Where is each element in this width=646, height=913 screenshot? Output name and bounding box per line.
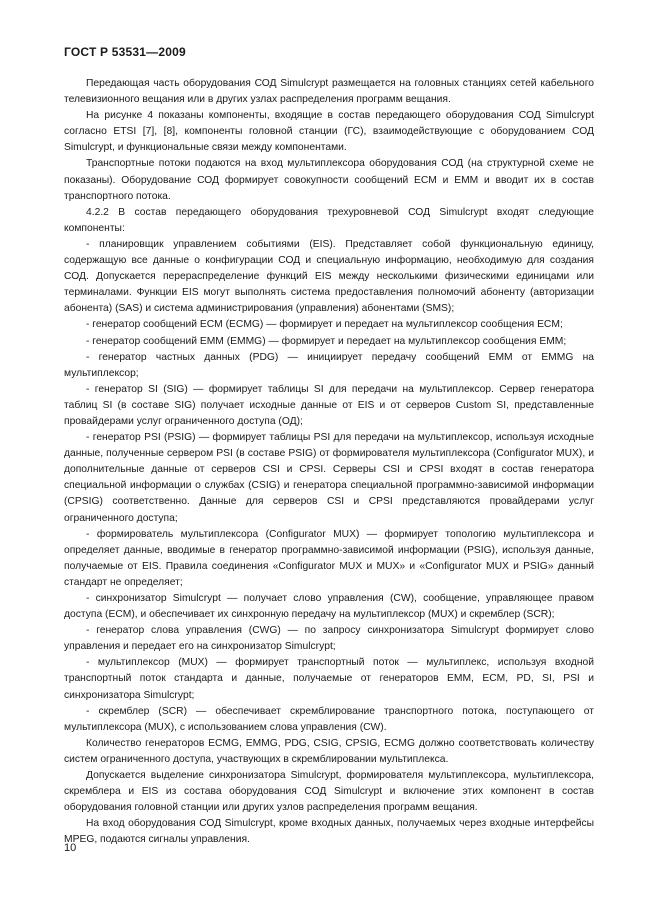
list-item-psig: - генератор PSI (PSIG) — формирует таблицы PSI для передачи на мультиплексор, используя исходные данные, полученные сервером PSI (в составе PSIG) от формирователя мультиплексора (Configurator MUX), и дополнительные данные от серверов CSI и CPSI. Серверы CSI и CPSI входят в состав генератора специальной информации о службах (CSIG) и генератора специальной программно-зависимой информации (CPSIG) соответственно. Данные для серверов CSI и CPSI представляются провайдерами услуг ограниченного доступа; [64, 432, 594, 524]
list-item-emmg: - генератор сообщений EMM (EMMG) — формирует и передает на мультиплексор сообщения EMM; [86, 335, 567, 347]
paragraph-clause-4-2-2: 4.2.2 В состав передающего оборудования трехуровневой СОД Simulcrypt входят следующие компоненты: [64, 206, 594, 234]
list-item-mux: - мультиплексор (MUX) — формирует транспортный поток — мультиплекс, используя входной транспортный поток стандарта и данные, получаемые от генераторов EMM, ECM, PD, SI, PSI и синхронизатора Simulcrypt; [64, 657, 594, 701]
paragraph-transport-streams: Транспортные потоки подаются на вход мультиплексора оборудования СОД (на структурной схеме не показаны). Оборудование СОД формирует совокупности сообщений ECM и EMM и вводит их в состав транспортного потока. [64, 158, 594, 202]
paragraph-generator-count: Количество генераторов ECMG, EMMG, PDG, CSIG, CPSIG, ECMG должно соответствовать количеству систем ограниченного доступа, участвующих в скремблировании мультиплекса. [64, 737, 594, 765]
list-item-cwg: - генератор слова управления (CWG) — по запросу синхронизатора Simulcrypt формирует слово управления и передает его на синхронизатор Simulcrypt; [64, 625, 594, 653]
list-item-configurator-mux: - формирователь мультиплексора (Configurator MUX) — формирует топологию мультиплексора и определяет данные, вводимые в генератор программно-зависимой информации (PSIG), используя данные, получаемые от EIS. Правила соединения «Configurator MUX и MUX» и «Configurator MUX и PSIG» данный стандарт не определяет; [64, 528, 594, 588]
list-item-ecmg: - генератор сообщений ECM (ECMG) — формирует и передает на мультиплексор сообщения ECM; [86, 319, 563, 331]
paragraph-separation: Допускается выделение синхронизатора Simulcrypt, формирователя мультиплексора, мультиплексора, скремблера и EIS из состава оборудования СОД Simulcrypt и включение этих компонент в состав оборудования головной станции или других узлов распределения программ вещания. [64, 770, 594, 814]
list-item-eis: - планировщик управлением событиями (EIS). Представляет собой функциональную единицу, содержащую все данные о конфигурации СОД и специальную информацию, необходимую для создания СОД. Допускается перераспределение функций EIS между несколькими физическими единицами или терминалами. Функции EIS могут выполнять система предоставления полномочий абоненту (авторизации абонента) (SAS) и система администрирования (управления) абонентами (SMS); [64, 238, 594, 315]
list-item-synchronizer: - синхронизатор Simulcrypt — получает слово управления (CW), сообщение, управляющее правом доступа (ECM), и обеспечивает их синхронную передачу на мультиплексор (MUX) и скремблер (SCR); [64, 593, 594, 621]
body-text [64, 76, 594, 849]
list-item-scr: - скремблер (SCR) — обеспечивает скремблирование транспортного потока, поступающего от мультиплексора (MUX), с использованием слова управления (CW). [64, 705, 594, 733]
paragraph-figure-ref: На рисунке 4 показаны компоненты, входящие в состав передающего оборудования СОД Simulcrypt согласно ETSI [7], [8], компоненты головной станции (ГС), взаимодействующие с оборудованием СОД Simulcrypt, и функциональные связи между компонентами. [64, 110, 594, 154]
paragraph-intro: Передающая часть оборудования СОД Simulcrypt размещается на головных станциях сетей кабельного телевизионного вещания или в других узлах распределения программ вещания. [64, 78, 594, 106]
document-header: ГОСТ Р 53531—2009 [64, 45, 186, 59]
paragraph-control-signals: На вход оборудования СОД Simulcrypt, кроме входных данных, получаемых через входные интерфейсы MPEG, подаются сигналы управления. [64, 818, 594, 846]
list-item-sig: - генератор SI (SIG) — формирует таблицы SI для передачи на мультиплексор. Сервер генератора таблиц SI (в составе SIG) получает исходные данные от EIS и от серверов Custom SI, представленные провайдерами услуг ограниченного доступа (ОД); [64, 383, 594, 427]
list-item-pdg: - генератор частных данных (PDG) — инициирует передачу сообщений EMM от EMMG на мультиплексор; [64, 351, 594, 379]
page-number: 10 [64, 842, 77, 854]
